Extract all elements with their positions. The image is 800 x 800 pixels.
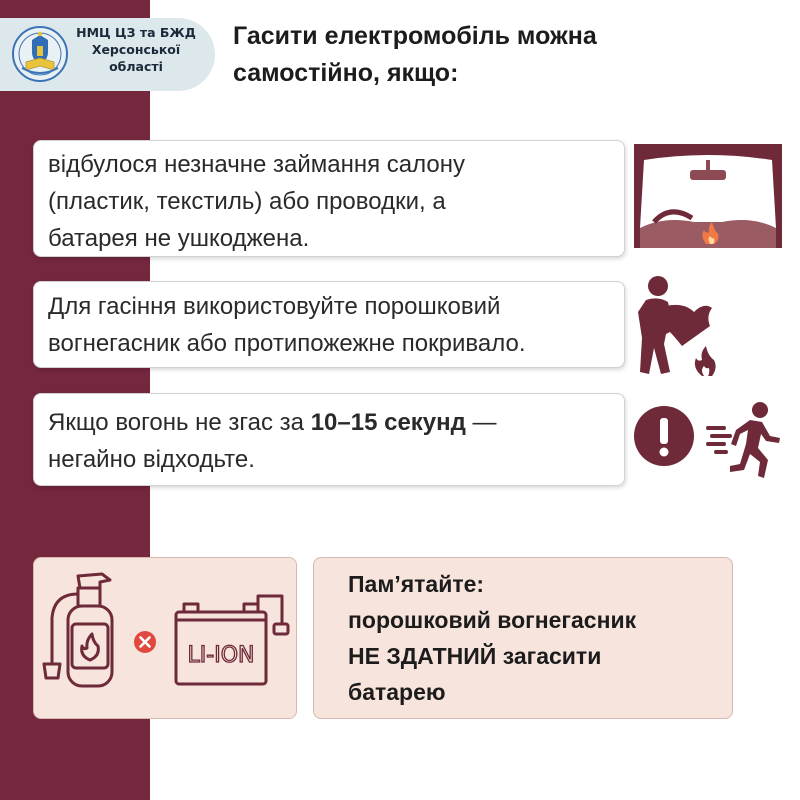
li-ion-battery-icon [170,590,290,690]
reminder-text [348,566,718,710]
reminder-line-1: Пам’ятайте: [348,571,485,597]
running-person-icon [704,400,784,480]
person-fire-blanket-icon [632,272,724,378]
reminder-line-4: батарею [348,679,446,705]
card-1-line-3: батарея не ушкоджена. [48,225,310,252]
logo-line-1: НМЦ ЦЗ та БЖД [76,25,196,40]
condition-card-3 [33,393,625,486]
fire-extinguisher-icon [40,568,126,692]
card-3-line-1 [48,404,610,441]
car-interior-fire-icon [634,144,782,248]
card-2-line-2: вогнегасник або протипожежне покривало. [48,330,526,357]
card-3-line-2: негайно відходьте. [48,446,255,473]
card-3-text-after: — [465,409,497,436]
logo-text [70,24,202,75]
battery-label: LI-ION [187,643,255,668]
card-1-line-1: відбулося незначне займання салону [48,151,465,178]
card-3-time-highlight: 10–15 секунд [310,409,466,436]
card-3-text-before: Якщо вогонь не згас за [48,409,311,436]
title-line-2: самостійно, якщо: [233,59,459,87]
reminder-line-3: НЕ ЗДАТНИЙ загасити [348,643,602,669]
logo-line-2: Херсонської [91,42,181,57]
warning-exclamation-icon [633,405,695,467]
condition-card-2 [33,281,625,368]
logo-line-3: області [109,59,163,74]
cross-circle-icon [133,630,157,654]
condition-card-1 [33,140,625,257]
reminder-line-2: порошковий вогнегасник [348,607,637,633]
page-title [233,18,703,92]
emblem-logo-icon [12,26,68,82]
title-line-1: Гасити електромобіль можна [233,22,597,50]
card-2-line-1: Для гасіння використовуйте порошковий [48,293,501,320]
card-1-line-2: (пластик, текстиль) або проводки, а [48,188,446,215]
